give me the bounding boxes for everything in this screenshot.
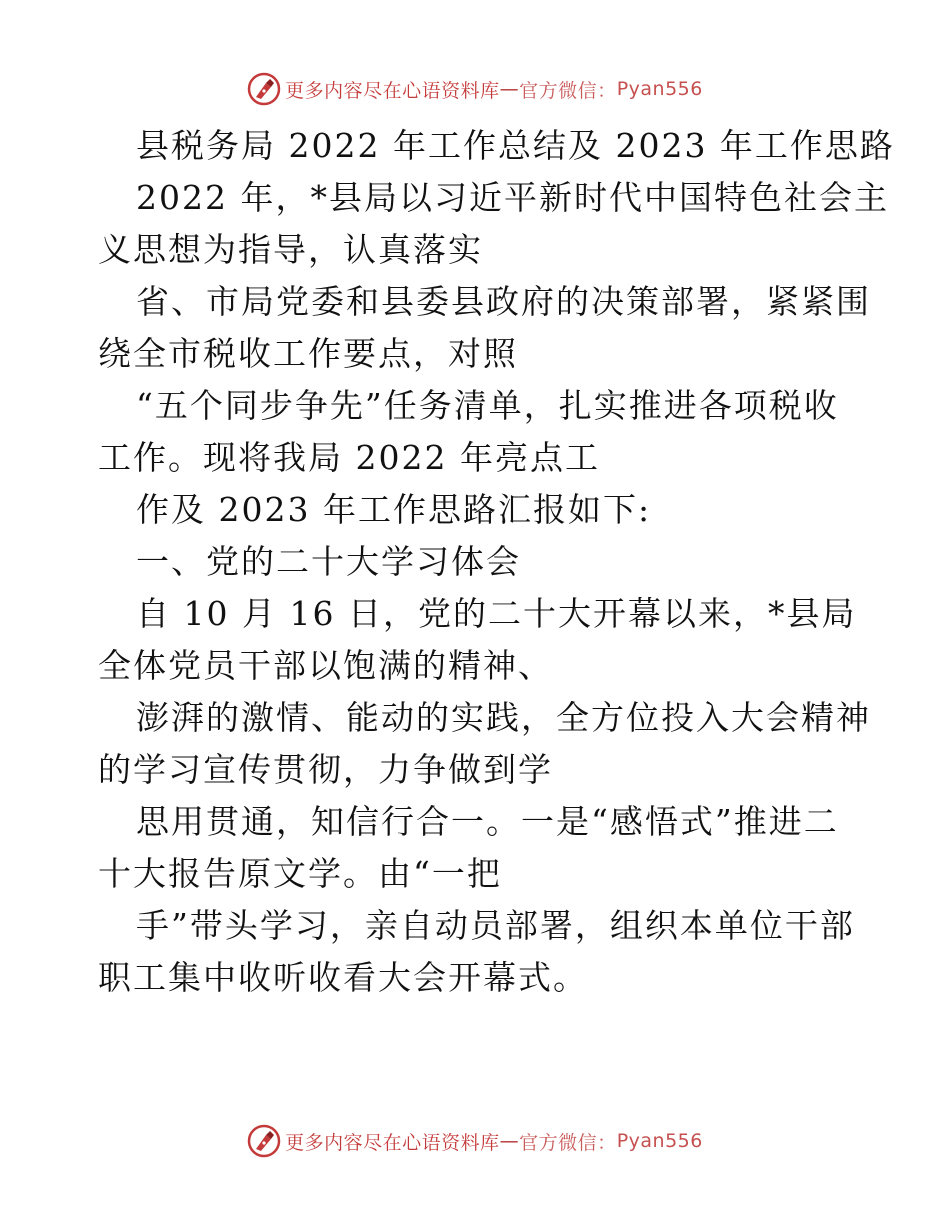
paragraph-line: 工作。现将我局 2022 年亮点工 <box>98 438 600 477</box>
watermark-footer <box>0 1124 950 1158</box>
pen-nib-logo-icon <box>247 1124 281 1158</box>
watermark-header <box>0 72 950 106</box>
watermark-dash: — <box>499 78 520 100</box>
watermark-dash: — <box>499 1130 520 1152</box>
watermark-label: 官方微信： <box>519 1131 617 1154</box>
paragraph-line: 全体党员干部以饱满的精神、 <box>98 646 553 685</box>
document-title: 县税务局 2022 年工作总结及 2023 年工作思路 <box>136 126 895 165</box>
paragraph-line: 自 10 月 16 日，党的二十大开幕以来，*县局 <box>136 594 857 633</box>
paragraph-line: 十大报告原文学。由“一把 <box>98 854 502 893</box>
pen-nib-logo-icon <box>247 72 281 106</box>
paragraph-line: 2022 年，*县局以习近平新时代中国特色社会主 <box>136 178 889 217</box>
watermark-label: 官方微信： <box>519 79 617 102</box>
document-body <box>98 120 895 1004</box>
paragraph-line: 澎湃的激情、能动的实践，全方位投入大会精神 <box>136 698 871 737</box>
watermark-brand: 更多内容尽在心语资料库 <box>285 1131 500 1154</box>
paragraph-line: 作及 2023 年工作思路汇报如下: <box>136 490 652 529</box>
paragraph-line: 的学习宣传贯彻，力争做到学 <box>98 750 553 789</box>
paragraph-line: “五个同步争先”任务清单，扎实推进各项税收 <box>136 386 839 425</box>
paragraph-line: 绕全市税收工作要点，对照 <box>98 334 518 373</box>
paragraph-line: 手”带头学习，亲自动员部署，组织本单位干部 <box>136 906 855 945</box>
section-heading: 一、党的二十大学习体会 <box>136 542 521 581</box>
watermark-wechat-id: Pyan556 <box>616 1130 703 1152</box>
paragraph-line: 省、市局党委和县委县政府的决策部署，紧紧围 <box>136 282 871 321</box>
paragraph-line: 义思想为指导，认真落实 <box>98 230 483 269</box>
watermark-brand: 更多内容尽在心语资料库 <box>285 79 500 102</box>
watermark-wechat-id: Pyan556 <box>616 78 703 100</box>
paragraph-line: 思用贯通，知信行合一。一是“感悟式”推进二 <box>136 802 839 841</box>
paragraph-line: 职工集中收听收看大会开幕式。 <box>98 958 588 997</box>
